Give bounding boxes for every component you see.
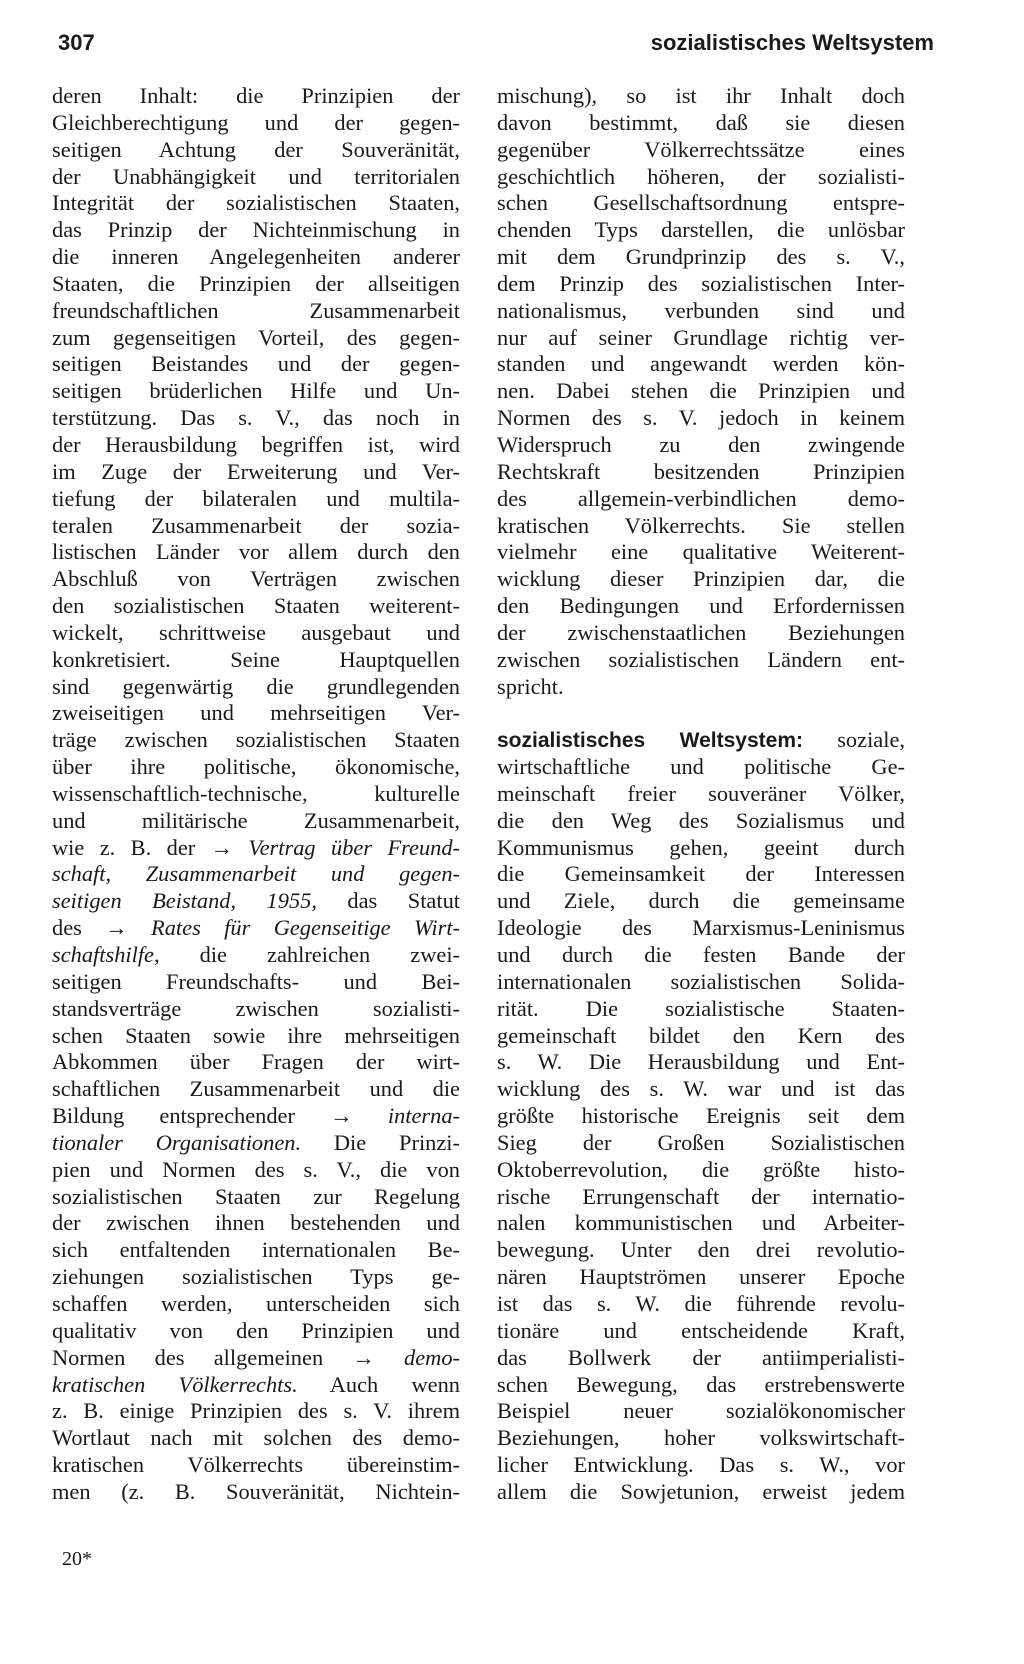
text-line: Normen des s. V. jedoch in keinem xyxy=(497,405,905,431)
text-line: wie z. B. der → Vertrag über Freund- xyxy=(52,834,460,860)
text-line: gemeinschaft bildet den Kern des xyxy=(497,1022,905,1048)
text-line: kratischen Völkerrechts. Sie stellen xyxy=(497,512,905,538)
text-line: und Ziele, durch die gemeinsame xyxy=(497,888,905,914)
text-line: Beispiel neuer sozialökonomischer xyxy=(497,1398,905,1424)
text-line: Kommunismus gehen, geeint durch xyxy=(497,834,905,860)
text-line: schen Gesellschaftsordnung entspre- xyxy=(497,190,905,216)
text-line: nären Hauptströmen unserer Epoche xyxy=(497,1264,905,1290)
text-line: standen und angewandt werden kön- xyxy=(497,351,905,377)
text-line: dem Prinzip des sozialistischen Inter- xyxy=(497,270,905,296)
text-line: Staaten, die Prinzipien der allseitigen xyxy=(52,270,460,296)
cross-reference: Rates für Gegenseitige Wirt- xyxy=(127,915,460,941)
text-line: der zwischenstaatlichen Beziehungen xyxy=(497,619,905,645)
text-line: größte historische Ereignis seit dem xyxy=(497,1103,905,1129)
text-line: die inneren Angelegenheiten anderer xyxy=(52,244,460,270)
text-line: träge zwischen sozialistischen Staaten xyxy=(52,727,460,753)
text-line: rische Errungenschaft der internatio- xyxy=(497,1183,905,1209)
text-line: mit dem Grundprinzip des s. V., xyxy=(497,244,905,270)
entry-headword: sozialistisches Weltsystem: xyxy=(497,729,804,753)
text-line: des allgemein-verbindlichen demo- xyxy=(497,485,905,511)
text-line: wicklung des s. W. war und ist das xyxy=(497,1076,905,1102)
text-line: standsverträge zwischen sozialisti- xyxy=(52,995,460,1021)
text-line: terstützung. Das s. V., das noch in xyxy=(52,405,460,431)
text-line: Rechtskraft besitzenden Prinzipien xyxy=(497,458,905,484)
text-line: gegenüber Völkerrechtssätze eines xyxy=(497,136,905,162)
cross-reference: demo- xyxy=(374,1344,460,1370)
text-line: Integrität der sozialistischen Staaten, xyxy=(52,190,460,216)
text-line: nen. Dabei stehen die Prinzipien und xyxy=(497,378,905,404)
text-line: schen Staaten sowie ihre mehrseitigen xyxy=(52,1022,460,1048)
text-line: licher Entwicklung. Das s. W., vor xyxy=(497,1452,905,1478)
text-line: das Prinzip der Nichteinmischung in xyxy=(52,217,460,243)
text-line: konkretisiert. Seine Hauptquellen xyxy=(52,646,460,672)
text-line: qualitativ von den Prinzipien und xyxy=(52,1317,460,1343)
text-line: der zwischen ihnen bestehenden und xyxy=(52,1210,460,1236)
text-line: deren Inhalt: die Prinzipien der xyxy=(52,83,460,108)
cross-reference: kratischen Völkerrechts. xyxy=(52,1371,298,1397)
text-line: men (z. B. Souveränität, Nichtein- xyxy=(52,1478,460,1504)
text-line: zum gegenseitigen Vorteil, des gegen- xyxy=(52,324,460,350)
text-line: seitigen Freundschafts- und Bei- xyxy=(52,968,460,994)
text-line: davon bestimmt, daß sie diesen xyxy=(497,109,905,135)
text-line: wirtschaftliche und politische Ge- xyxy=(497,754,905,780)
text-line: Bildung entsprechender → interna- xyxy=(52,1103,460,1129)
text-line: ziehungen sozialistischen Typs ge- xyxy=(52,1264,460,1290)
text-line: schen Bewegung, das erstrebenswerte xyxy=(497,1371,905,1397)
cross-reference: Vertrag über Freund- xyxy=(233,834,460,860)
text-line: ist das s. W. die führende revolu- xyxy=(497,1290,905,1316)
text-line: der Unabhängigkeit und territorialen xyxy=(52,163,460,189)
text-line: Gleichberechtigung und der gegen- xyxy=(52,109,460,135)
text-line: spricht. xyxy=(497,673,564,699)
cross-reference-arrow-icon: → xyxy=(330,1103,353,1129)
text-line: mischung), so ist ihr Inhalt doch xyxy=(497,83,905,108)
text-line: seitigen Beistandes und der gegen- xyxy=(52,351,460,377)
text-line: listischen Länder vor allem durch den xyxy=(52,539,460,565)
text-line: nur auf seiner Grundlage richtig ver- xyxy=(497,324,905,350)
text-line: teralen Zusammenarbeit der sozia- xyxy=(52,512,460,538)
text-line: wicklung dieser Prinzipien dar, die xyxy=(497,566,905,592)
text-line: die den Weg des Sozialismus und xyxy=(497,807,905,833)
text-line: den Bedingungen und Erfordernissen xyxy=(497,593,905,619)
text-line xyxy=(52,861,460,888)
text-line: tionäre und entscheidende Kraft, xyxy=(497,1317,905,1343)
text-line: sich entfaltenden internationalen Be- xyxy=(52,1237,460,1263)
text-line: und militärische Zusammenarbeit, xyxy=(52,807,460,833)
right-column xyxy=(497,83,905,1506)
cross-reference-arrow-icon: → xyxy=(352,1344,375,1370)
text-line: zweiseitigen und mehrseitigen Ver- xyxy=(52,700,460,726)
text-line: über ihre politische, ökonomische, xyxy=(52,754,460,780)
text-line: meinschaft freier souveräner Völker, xyxy=(497,780,905,806)
text-line: tionaler Organisationen. Die Prinzi- xyxy=(52,1129,460,1155)
running-head: sozialistisches Weltsystem xyxy=(650,30,934,55)
text-line: wissenschaftlich-technische, kulturelle xyxy=(52,780,460,806)
text-line: tiefung der bilateralen und multila- xyxy=(52,485,460,511)
left-column xyxy=(52,83,460,1506)
signature-mark: 20* xyxy=(62,1548,92,1570)
text-line: rität. Die sozialistische Staaten- xyxy=(497,995,905,1021)
text-line: Beziehungen, hoher volkswirtschaft- xyxy=(497,1425,905,1451)
text-line: freundschaftlichen Zusammenarbeit xyxy=(52,297,460,323)
text-line: und durch die festen Bande der xyxy=(497,942,905,967)
text-line: allem die Sowjetunion, erweist jedem xyxy=(497,1478,905,1504)
text-line: zwischen sozialistischen Ländern ent- xyxy=(497,646,905,672)
text-line: Normen des allgemeinen → demo- xyxy=(52,1344,460,1370)
text-line: das Bollwerk der antiimperialisti- xyxy=(497,1344,905,1370)
text-line: sind gegenwärtig die grundlegenden xyxy=(52,673,460,699)
text-line: geschichtlich höheren, der sozialisti- xyxy=(497,163,905,189)
text-line: internationalen sozialistischen Solida- xyxy=(497,968,905,994)
entry-heading-line: sozialistisches Weltsystem: soziale, xyxy=(497,727,905,753)
text-line: s. W. Die Herausbildung und Ent- xyxy=(497,1049,905,1075)
text-line: seitigen Beistand, 1955, das Statut xyxy=(52,888,460,914)
text-line: schaftshilfe, die zahlreichen zwei- xyxy=(52,942,460,967)
text-line: der Herausbildung begriffen ist, wird xyxy=(52,431,460,457)
text-line: schaffen werden, unterscheiden sich xyxy=(52,1290,460,1316)
text-line: bewegung. Unter den drei revolutio- xyxy=(497,1237,905,1263)
text-line: Abschluß von Verträgen zwischen xyxy=(52,566,460,592)
cross-reference: schaftshilfe, xyxy=(52,942,160,967)
text-line: kratischen Völkerrechts. Auch wenn xyxy=(52,1371,460,1397)
text-line: Ideologie des Marxismus-Leninismus xyxy=(497,915,905,941)
paragraph-gap xyxy=(497,700,905,727)
cross-reference-arrow-icon: → xyxy=(210,834,234,860)
text-line: pien und Normen des s. V., die von xyxy=(52,1156,460,1182)
text-line: z. B. einige Prinzipien des s. V. ihrem xyxy=(52,1398,460,1424)
text-line: Sieg der Großen Sozialistischen xyxy=(497,1129,905,1155)
text-line: den sozialistischen Staaten weiterent- xyxy=(52,593,460,619)
text-line: kratischen Völkerrechts übereinstim- xyxy=(52,1452,460,1478)
text-line: wickelt, schrittweise ausgebaut und xyxy=(52,619,460,645)
text-line: im Zuge der Erweiterung und Ver- xyxy=(52,458,460,484)
page-number: 307 xyxy=(58,30,95,55)
text-line: sozialistischen Staaten zur Regelung xyxy=(52,1183,460,1209)
text-line: Oktoberrevolution, die größte histo- xyxy=(497,1156,905,1182)
text-line: Abkommen über Fragen der wirt- xyxy=(52,1049,460,1075)
text-line: Wortlaut nach mit solchen des demo- xyxy=(52,1425,460,1451)
text-line: seitigen Achtung der Souveränität, xyxy=(52,136,460,162)
cross-reference-arrow-icon: → xyxy=(105,915,128,941)
text-line: nalen kommunistischen und Arbeiter- xyxy=(497,1210,905,1236)
text-line: chenden Typs darstellen, die unlösbar xyxy=(497,217,905,243)
cross-reference: seitigen Beistand, 1955, xyxy=(52,888,317,914)
text-line: des → Rates für Gegenseitige Wirt- xyxy=(52,915,460,941)
page-header xyxy=(58,30,934,66)
cross-reference: interna- xyxy=(352,1103,460,1129)
text-line: schaftlichen Zusammenarbeit und die xyxy=(52,1076,460,1102)
text-line: die Gemeinsamkeit der Interessen xyxy=(497,861,905,887)
cross-reference: tionaler Organisationen. xyxy=(52,1129,302,1155)
cross-reference: schaft, Zusammenarbeit und gegen- xyxy=(52,861,460,887)
text-line: Widerspruch zu den zwingende xyxy=(497,431,905,457)
text-line: seitigen brüderlichen Hilfe und Un- xyxy=(52,378,460,404)
text-line: nationalismus, verbunden sind und xyxy=(497,297,905,323)
text-line: vielmehr eine qualitative Weiterent- xyxy=(497,539,905,565)
